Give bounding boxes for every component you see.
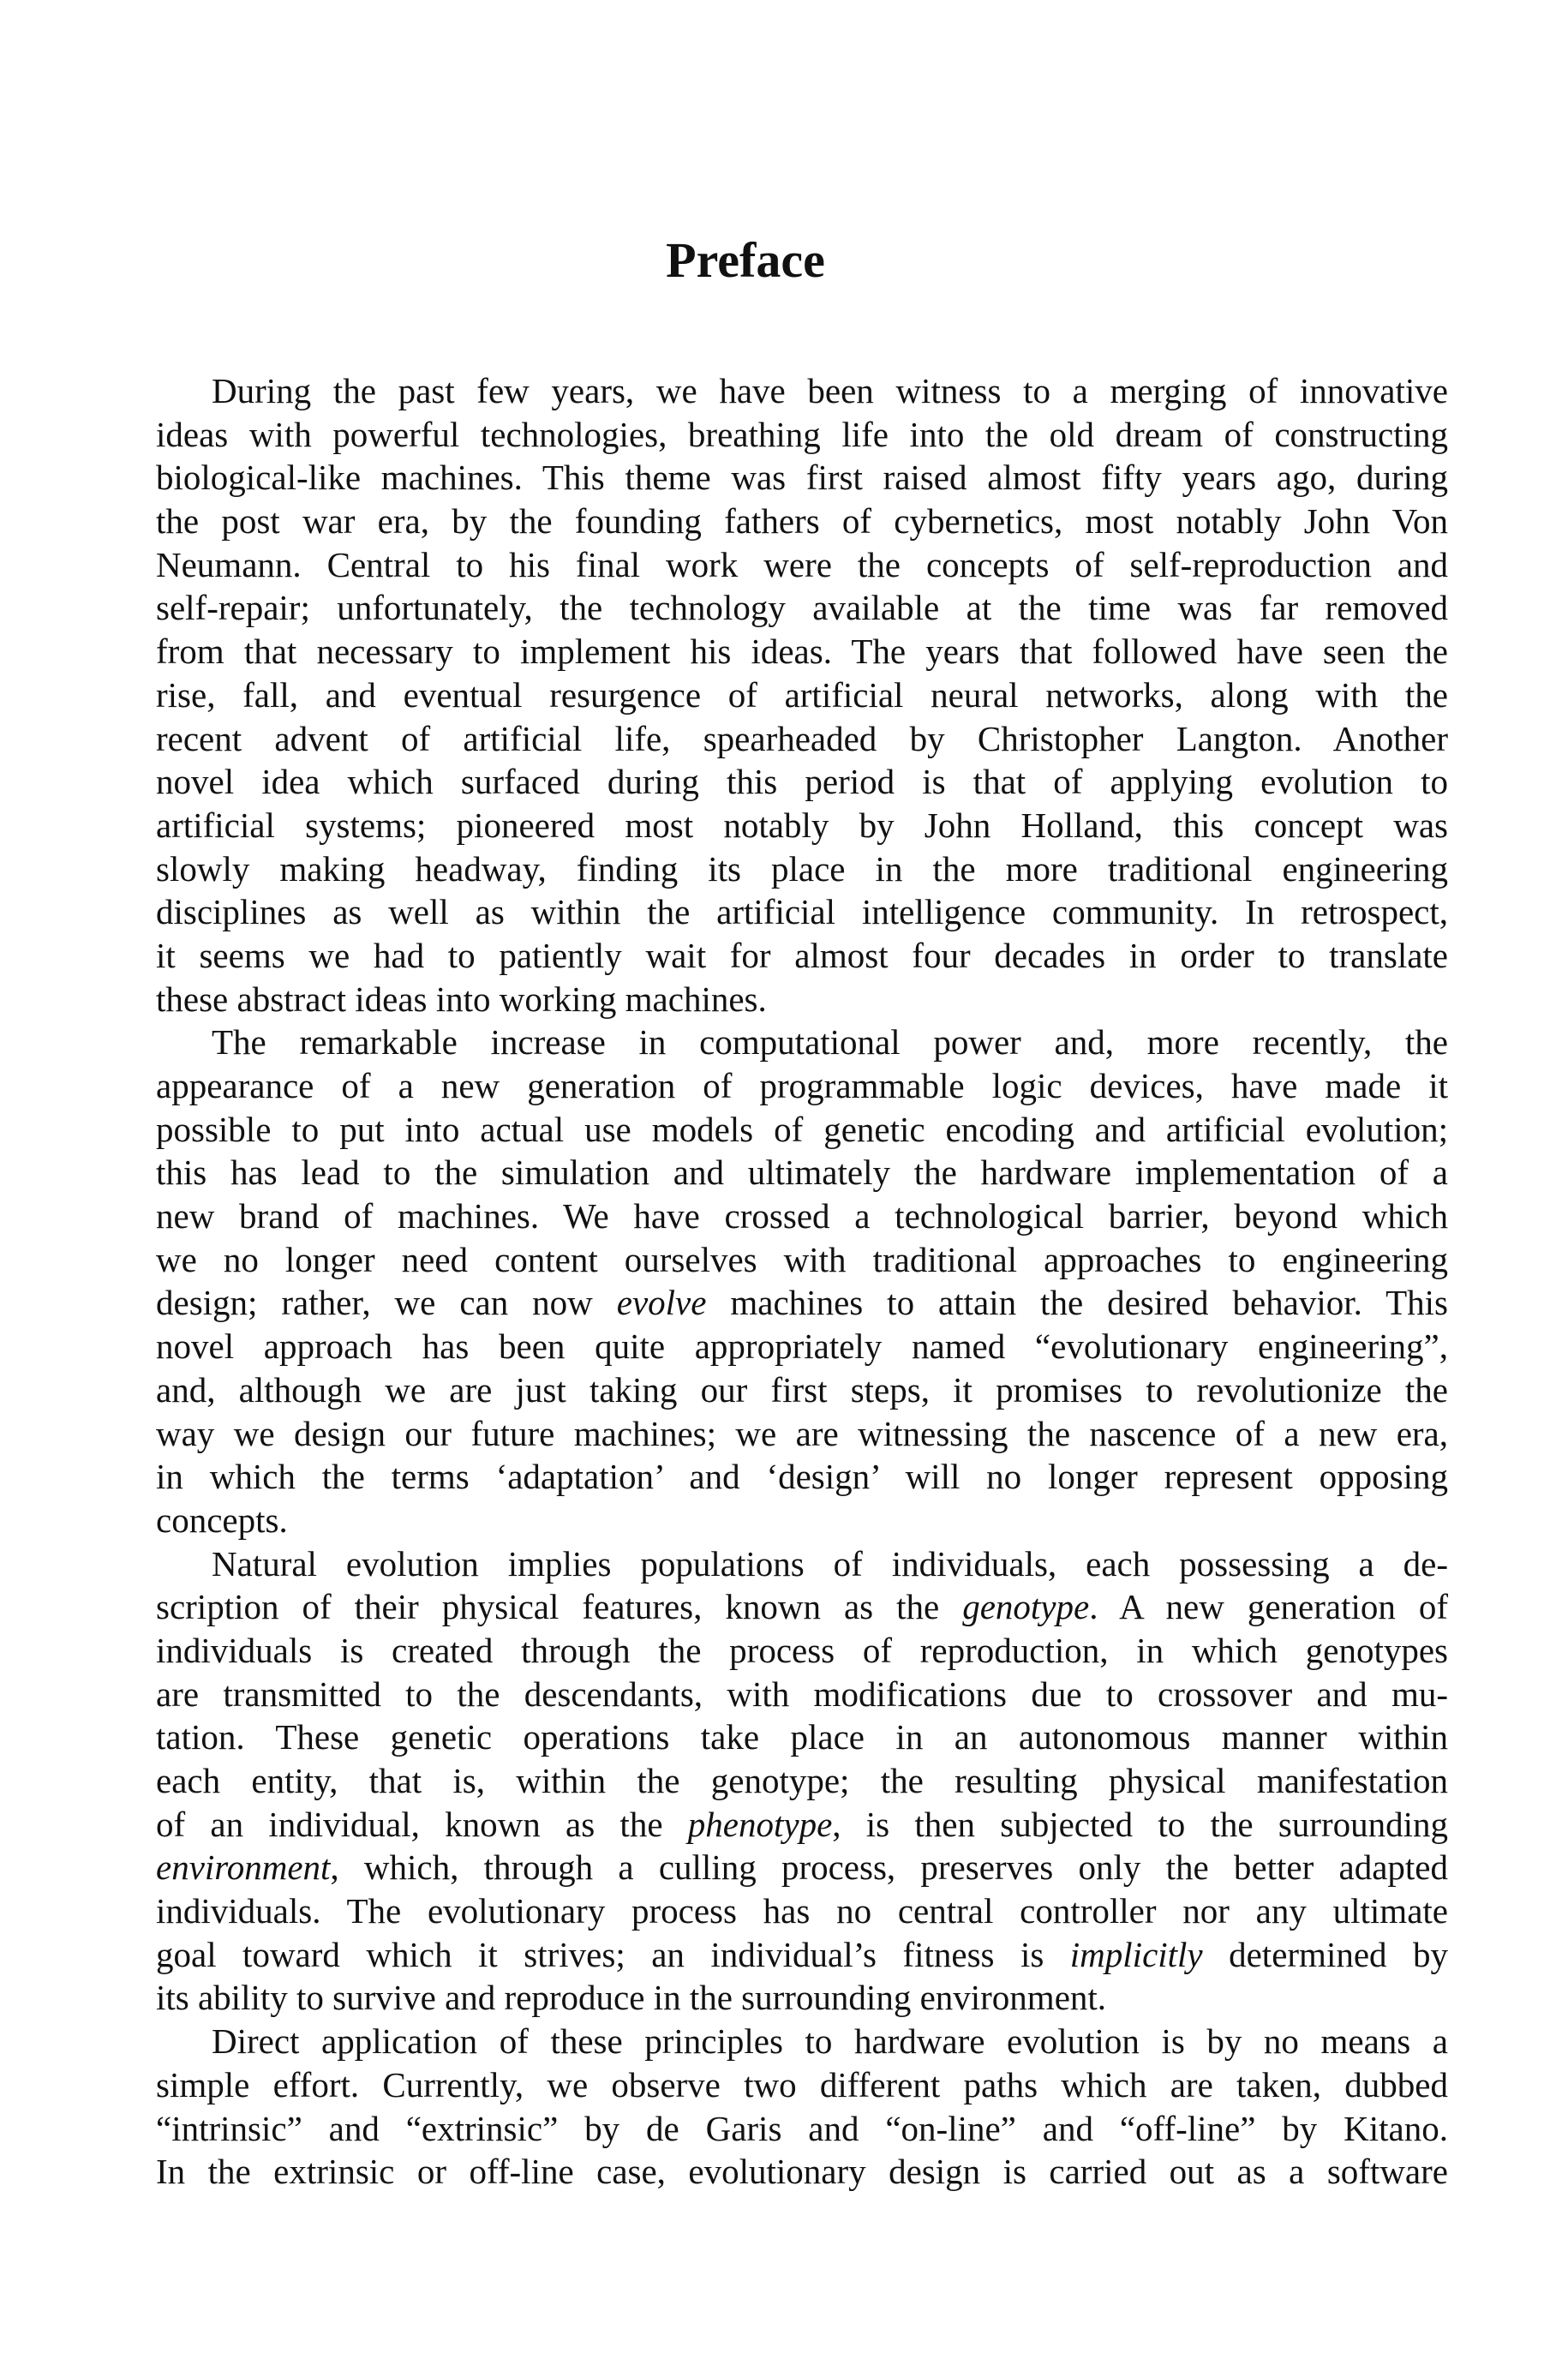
- text-segment: from that necessary to implement his ideas. The years that followed have seen the: [156, 632, 1448, 672]
- text-line: [156, 717, 1448, 761]
- text-line: [156, 1585, 1448, 1629]
- text-segment: the post war era, by the founding fathers of cybernetics, most notably John Von: [156, 501, 1448, 542]
- text-segment: scription of their physical features, known as the: [156, 1587, 963, 1627]
- emphasized-text: evolve: [616, 1283, 707, 1323]
- text-line: [156, 586, 1448, 630]
- emphasized-text: environment: [156, 1847, 331, 1888]
- text-line: [156, 1455, 1448, 1499]
- text-line: [156, 1151, 1448, 1194]
- text-segment: it seems we had to patiently wait for almost four decades in order to translate: [156, 935, 1448, 975]
- paragraph: [156, 369, 1448, 1021]
- text-line: [156, 2107, 1448, 2151]
- text-segment: this has lead to the simulation and ultimately the hardware implementation of a: [156, 1153, 1448, 1193]
- text-segment: goal toward which it strives; an individual’s fitness is: [156, 1934, 1070, 1974]
- text-line: [156, 2020, 1448, 2063]
- text-segment: Neumann. Central to his final work were the concepts of self-reproduction and: [156, 544, 1448, 584]
- text-segment: ideas with powerful technologies, breathing life into the old dream of constructing: [156, 414, 1448, 454]
- emphasized-text: phenotype: [687, 1804, 833, 1844]
- text-line: [156, 630, 1448, 674]
- text-segment: in which the terms ‘adaptation’ and ‘design’ will no longer represent opposing: [156, 1457, 1448, 1497]
- text-segment: simple effort. Currently, we observe two different paths which are taken, dubbed: [156, 2064, 1448, 2105]
- text-line: [156, 1846, 1448, 1889]
- text-segment: rise, fall, and eventual resurgence of artificial neural networks, along with the: [156, 674, 1448, 715]
- text-line: [156, 804, 1448, 847]
- text-segment: During the past few years, we have been witness to a merging of innovative: [212, 371, 1448, 410]
- text-line: [156, 674, 1448, 717]
- text-line: [156, 1759, 1448, 1803]
- text-line: [156, 1803, 1448, 1847]
- text-line: [156, 1325, 1448, 1368]
- preface-body: [156, 369, 1448, 2194]
- text-line: [156, 1542, 1448, 1586]
- text-line: [156, 1499, 1448, 1542]
- text-line: [156, 1368, 1448, 1412]
- text-segment: , is then subjected to the surrounding: [832, 1804, 1449, 1844]
- text-segment: In the extrinsic or off-line case, evolutionary design is carried out as a software: [156, 2152, 1448, 2192]
- text-line: [156, 1021, 1448, 1064]
- text-segment: individuals. The evolutionary process has no central controller nor any ultimate: [156, 1891, 1448, 1931]
- text-segment: we no longer need content ourselves with traditional approaches to engineering: [156, 1239, 1448, 1279]
- text-segment: recent advent of artificial life, spearheaded by Christopher Langton. Another: [156, 718, 1448, 758]
- emphasized-text: genotype: [962, 1587, 1090, 1627]
- text-segment: tation. These genetic operations take place in an autonomous manner within: [156, 1717, 1448, 1757]
- text-line: [156, 890, 1448, 934]
- text-segment: “intrinsic” and “extrinsic” by de Garis and “on-line” and “off-line” by Kitano.: [156, 2108, 1448, 2148]
- text-segment: Natural evolution implies populations of individuals, each possessing a de-: [212, 1543, 1448, 1584]
- text-segment: of an individual, known as the: [156, 1804, 688, 1844]
- text-segment: biological-like machines. This theme was first raised almost fifty years ago, during: [156, 458, 1448, 498]
- text-segment: and, although we are just taking our first steps, it promises to revolutionize the: [156, 1369, 1448, 1410]
- text-line: [156, 1889, 1448, 1933]
- text-line: [156, 847, 1448, 891]
- text-line: [156, 543, 1448, 587]
- text-segment: The remarkable increase in computational power and, more recently, the: [212, 1022, 1448, 1063]
- text-line: [156, 1933, 1448, 1977]
- text-segment: artificial systems; pioneered most notably by John Holland, this concept was: [156, 805, 1448, 845]
- text-segment: . A new generation of: [1089, 1587, 1449, 1627]
- text-segment: novel approach has been quite appropriately named “evolutionary engineering”,: [156, 1326, 1448, 1367]
- text-segment: way we design our future machines; we are witnessing the nascence of a new era,: [156, 1413, 1448, 1453]
- text-segment: each entity, that is, within the genotype; the resulting physical manifestation: [156, 1761, 1448, 1800]
- text-segment: possible to put into actual use models of genetic encoding and artificial evolution;: [156, 1109, 1448, 1149]
- text-segment: disciplines as well as within the artificial intelligence community. In retrospect,: [156, 892, 1448, 932]
- emphasized-text: implicitly: [1069, 1934, 1203, 1974]
- text-segment: these abstract ideas into working machines.: [156, 979, 767, 1019]
- text-line: [156, 2063, 1448, 2107]
- text-segment: machines to attain the desired behavior. This: [706, 1283, 1448, 1323]
- text-line: [156, 978, 1448, 1021]
- text-segment: slowly making headway, finding its place in the more traditional engineering: [156, 848, 1448, 889]
- text-line: [156, 760, 1448, 804]
- text-segment: design; rather, we can now: [156, 1283, 617, 1323]
- text-line: [156, 1412, 1448, 1456]
- text-segment: determined by: [1202, 1934, 1448, 1974]
- text-line: [156, 1064, 1448, 1108]
- text-segment: appearance of a new generation of programmable logic devices, have made it: [156, 1066, 1448, 1105]
- paragraph: [156, 2020, 1448, 2194]
- text-segment: new brand of machines. We have crossed a technological barrier, beyond which: [156, 1196, 1448, 1236]
- text-line: [156, 2150, 1448, 2194]
- text-line: [156, 1281, 1448, 1325]
- text-segment: , which, through a culling process, preserves only the better adapted: [330, 1847, 1448, 1888]
- text-segment: novel idea which surfaced during this period is that of applying evolution to: [156, 762, 1448, 802]
- text-line: [156, 1715, 1448, 1759]
- text-segment: concepts.: [156, 1500, 288, 1540]
- text-segment: self-repair; unfortunately, the technology available at the time was far removed: [156, 588, 1448, 628]
- text-segment: individuals is created through the process of reproduction, in which genotypes: [156, 1630, 1448, 1670]
- page-title: Preface: [666, 231, 825, 288]
- text-line: [156, 369, 1448, 413]
- text-line: [156, 456, 1448, 500]
- text-line: [156, 1673, 1448, 1716]
- text-segment: its ability to survive and reproduce in the surrounding environment.: [156, 1978, 1107, 2018]
- text-line: [156, 1194, 1448, 1238]
- text-line: [156, 1976, 1448, 2020]
- text-segment: are transmitted to the descendants, with modifications due to crossover and mu-: [156, 1673, 1448, 1714]
- text-line: [156, 1629, 1448, 1673]
- text-line: [156, 1238, 1448, 1282]
- paragraph: [156, 1021, 1448, 1542]
- text-line: [156, 1108, 1448, 1152]
- text-line: [156, 934, 1448, 978]
- text-line: [156, 500, 1448, 543]
- paragraph: [156, 1542, 1448, 2021]
- text-segment: Direct application of these principles to hardware evolution is by no means a: [212, 2021, 1448, 2062]
- text-line: [156, 413, 1448, 457]
